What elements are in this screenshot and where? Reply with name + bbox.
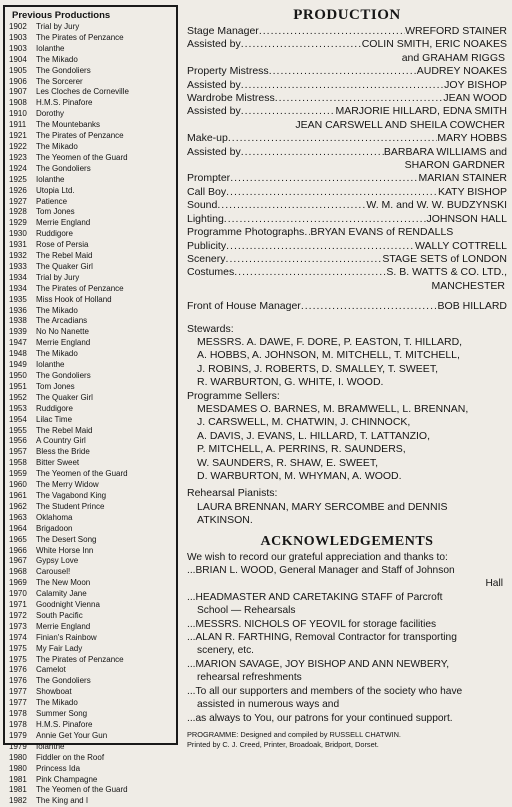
production-year: 1980	[9, 763, 27, 773]
acknowledgement-line: We wish to record our grateful appreciation and thanks to:	[187, 551, 448, 563]
production-year: 1978	[9, 720, 27, 729]
credit-assisted-wardrobe-cont: JEAN CARSWELL AND SHEILA COWCHER	[295, 118, 505, 131]
production-title-text: The Pirates of Penzance	[36, 283, 124, 293]
production-item	[9, 687, 174, 698]
production-year: 1934	[9, 283, 27, 293]
production-year: 1971	[9, 600, 27, 610]
production-item	[9, 327, 174, 338]
seller-line: J. CARSWELL, M. CHATWIN, J. CHINNOCK,	[197, 416, 411, 429]
credit-assisted-makeup-cont: SHARON GARDNER	[404, 159, 505, 172]
production-year: 1902	[9, 22, 27, 31]
production-title-text: Utopia Ltd.	[36, 185, 75, 195]
production-year: 1977	[9, 698, 27, 708]
production-item	[9, 426, 174, 437]
production-title-text: Lilac Time	[36, 414, 73, 424]
production-title-text: The Pirates of Penzance	[36, 654, 124, 664]
production-item	[9, 66, 174, 77]
production-item	[9, 655, 174, 666]
production-year: 1966	[9, 545, 27, 555]
production-title-text: Merrie England	[36, 621, 91, 631]
production-title-text: White Horse Inn	[36, 545, 94, 555]
previous-productions-list	[9, 22, 174, 807]
production-year: 1904	[9, 54, 27, 64]
production-item	[9, 98, 174, 109]
production-item	[9, 785, 174, 796]
production-title-text: Iolanthe	[36, 43, 65, 53]
production-year: 1938	[9, 316, 27, 326]
credit-assisted-stage: Assisted by ..... COLIN SMITH, ERIC NOAKES	[187, 38, 507, 51]
production-title-text: The Yeomen of the Guard	[36, 152, 128, 162]
production-item	[9, 164, 174, 175]
production-item	[9, 360, 174, 371]
seller-line: A. DAVIS, J. EVANS, L. HILLARD, T. LATTANZIO,	[197, 429, 431, 442]
production-item	[9, 109, 174, 120]
production-title-text: Miss Hook of Holland	[36, 294, 112, 304]
acknowledgement-line: assisted in numerous ways and	[197, 699, 340, 711]
previous-productions-title: Previous Productions	[12, 10, 111, 21]
credit-front-of-house: Front of House Manager ..... BOB HILLARD	[187, 300, 507, 313]
production-item	[9, 295, 174, 306]
credit-lighting: Lighting ..... JOHNSON HALL	[187, 213, 507, 226]
acknowledgement-line: scenery, etc.	[197, 645, 254, 657]
production-year: 1959	[9, 469, 27, 479]
stewards-list	[187, 336, 507, 390]
production-year: 1957	[9, 447, 27, 457]
credit-wardrobe-mistress: Wardrobe Mistress ..... JEAN WOOD	[187, 92, 507, 105]
seller-line: P. MITCHELL, A. PERRINS, R. SAUNDERS,	[197, 443, 406, 456]
production-item	[9, 436, 174, 447]
production-year: 1934	[9, 272, 27, 282]
production-item	[9, 33, 174, 44]
previous-productions-box	[3, 5, 178, 806]
production-item	[9, 753, 174, 764]
production-year: 1907	[9, 87, 27, 97]
production-title-text: Dorothy	[36, 109, 65, 119]
production-year: 1955	[9, 425, 27, 435]
production-year: 1947	[9, 338, 27, 348]
production-year: 1963	[9, 512, 27, 522]
acknowledgement-line: ...BRIAN L. WOOD, General Manager and Staff of Johnson	[187, 565, 455, 577]
production-item	[9, 698, 174, 709]
production-title-text: Showboat	[36, 687, 72, 697]
acknowledgement-line: School — Rehearsals	[197, 605, 296, 617]
acknowledgement-line: ...To all our supporters and members of the society who have	[187, 685, 463, 697]
credit-publicity: Publicity ..... WALLY COTTRELL	[187, 240, 507, 253]
credit-sound: Sound ..... W. M. and W. W. BUDZYNSKI	[187, 199, 507, 212]
production-item	[9, 382, 174, 393]
production-year: 1939	[9, 327, 27, 337]
production-year: 1906	[9, 76, 27, 86]
production-item	[9, 502, 174, 513]
production-item	[9, 720, 174, 731]
production-year: 1956	[9, 436, 27, 446]
production-item	[9, 393, 174, 404]
production-title-text: Tom Jones	[36, 381, 75, 391]
production-item	[9, 589, 174, 600]
production-year: 1975	[9, 643, 27, 653]
production-year: 1948	[9, 349, 27, 359]
production-item	[9, 240, 174, 251]
production-item	[9, 316, 174, 327]
production-year: 1964	[9, 523, 27, 533]
production-title-text: Tom Jones	[36, 207, 75, 217]
production-title-text: Iolanthe	[36, 174, 65, 184]
production-year: 1929	[9, 218, 27, 228]
production-title-text: The Rebel Maid	[36, 251, 93, 261]
production-title-text: Calamity Jane	[36, 589, 87, 599]
production-year: 1970	[9, 589, 27, 599]
credit-assisted-property: Assisted by ..... JOY BISHOP	[187, 79, 507, 92]
production-item	[9, 262, 174, 273]
credit-property-mistress: Property Mistress ..... AUDREY NOAKES	[187, 65, 507, 78]
acknowledgement-line: ...as always to You, our patrons for your continued support.	[187, 712, 453, 724]
production-title-text: H.M.S. Pinafore	[36, 720, 93, 729]
production-item	[9, 55, 174, 66]
production-title-text: The New Moon	[36, 578, 91, 588]
acknowledgement-line: rehearsal refreshments	[197, 672, 302, 684]
pianists-heading: Rehearsal Pianists:	[187, 487, 278, 500]
production-year: 1903	[9, 43, 27, 53]
production-item	[9, 491, 174, 502]
production-year: 1975	[9, 654, 27, 664]
production-year: 1954	[9, 414, 27, 424]
production-title-text: The Gondoliers	[36, 163, 91, 173]
production-title-text: Merrie England	[36, 218, 91, 228]
production-year: 1967	[9, 556, 27, 566]
pianists-list	[187, 501, 507, 528]
production-item	[9, 633, 174, 644]
production-title-text: The Desert Song	[36, 534, 97, 544]
credit-stage-manager: Stage Manager ..... WREFORD STAINER	[187, 25, 507, 38]
production-year: 1903	[9, 32, 27, 42]
credit-photographs: Programme Photographs ..... BRYAN EVANS of RENDALLS	[187, 226, 507, 239]
production-item	[9, 415, 174, 426]
production-year: 1931	[9, 240, 27, 250]
production-item	[9, 622, 174, 633]
production-year: 1965	[9, 534, 27, 544]
production-year: 1949	[9, 360, 27, 370]
production-title-text: Brigadoon	[36, 523, 73, 533]
production-title-text: The Vagabond King	[36, 490, 107, 500]
production-title-text: Bitter Sweet	[36, 458, 80, 468]
pianist-line: LAURA BRENNAN, MARY SERCOMBE and DENNIS	[197, 500, 448, 513]
seller-line: D. WARBURTON, M. WHYMAN, A. WOOD.	[197, 470, 402, 482]
production-item	[9, 22, 174, 33]
acknowledgement-line: Hall	[485, 578, 503, 590]
credit-costumes: Costumes ..... S. B. WATTS & CO. LTD.,	[187, 266, 507, 279]
production-item	[9, 284, 174, 295]
acknowledgement-line: ...MESSRS. NICHOLS OF YEOVIL for storage facilities	[187, 618, 437, 630]
production-title-text: Iolanthe	[36, 360, 65, 370]
production-title-text: H.M.S. Pinafore	[36, 98, 93, 108]
credit-makeup: Make-up ..... MARY HOBBS	[187, 132, 507, 145]
production-year: 1953	[9, 403, 27, 413]
acknowledgement-line: ...HEADMASTER AND CARETAKING STAFF of Parcroft	[187, 591, 443, 603]
credit-assisted-wardrobe: Assisted by ..... MARJORIE HILLARD, EDNA SMITH	[187, 105, 507, 118]
footer-designed-by: PROGRAMME: Designed and compiled by RUSSELL CHATWIN.	[187, 729, 401, 739]
sellers-list	[187, 403, 507, 483]
production-title-text: Patience	[36, 196, 68, 206]
production-title-text: The Sorcerer	[36, 76, 83, 86]
production-title-text: Summer Song	[36, 709, 88, 719]
production-title-text: My Fair Lady	[36, 643, 83, 653]
production-title-text: The Student Prince	[36, 501, 105, 511]
production-item	[9, 480, 174, 491]
production-year: 1928	[9, 207, 27, 217]
production-title-text: Ruddigore	[36, 229, 73, 239]
production-year: 1951	[9, 381, 27, 391]
production-title-text: The Merry Widow	[36, 480, 99, 490]
production-item	[9, 578, 174, 589]
production-title-text: The Mountebanks	[36, 120, 101, 130]
credit-assisted-makeup: Assisted by ..... BARBARA WILLIAMS and	[187, 146, 507, 159]
production-item	[9, 404, 174, 415]
production-year: 1962	[9, 501, 27, 511]
footer-printed-by: Printed by C. J. Creed, Printer, Broadoak, Bridport, Dorset.	[187, 739, 379, 749]
production-title-text: The Mikado	[36, 698, 78, 708]
production-year: 1977	[9, 687, 27, 697]
production-item	[9, 131, 174, 142]
production-title-text: The Gondoliers	[36, 65, 91, 75]
production-year: 1952	[9, 392, 27, 402]
steward-line: R. WARBURTON, G. WHITE, I. WOOD.	[197, 376, 384, 389]
production-item	[9, 731, 174, 742]
production-item	[9, 338, 174, 349]
production-item	[9, 218, 174, 229]
production-item	[9, 556, 174, 567]
production-title-text: The Mikado	[36, 305, 78, 315]
production-title-text: Princess Ida	[36, 763, 81, 773]
production-title-text: Iolanthe	[36, 741, 65, 751]
production-year: 1974	[9, 632, 27, 642]
production-item	[9, 796, 174, 807]
production-item	[9, 186, 174, 197]
production-year: 1910	[9, 109, 27, 119]
production-item	[9, 207, 174, 218]
production-item	[9, 175, 174, 186]
production-title-text: Carousel!	[36, 567, 71, 577]
production-title-text: Rose of Persia	[36, 240, 89, 250]
production-year: 1958	[9, 458, 27, 468]
production-title-text: The Rebel Maid	[36, 425, 93, 435]
production-title-text: The Arcadians	[36, 316, 88, 326]
production-year: 1922	[9, 141, 27, 151]
production-year: 1982	[9, 796, 27, 806]
production-year: 1950	[9, 371, 27, 380]
acknowledgement-line: ...MARION SAVAGE, JOY BISHOP AND ANN NEWBERY,	[187, 658, 450, 670]
production-item	[9, 513, 174, 524]
production-credits	[187, 6, 507, 750]
steward-line: MESSRS. A. DAWE, F. DORE, P. EASTON, T. HILLARD,	[197, 335, 463, 348]
production-year: 1981	[9, 785, 27, 795]
production-year: 1930	[9, 229, 27, 239]
production-title-text: The Yeomen of the Guard	[36, 469, 128, 479]
production-year: 1972	[9, 610, 27, 620]
production-year: 1911	[9, 120, 27, 130]
production-year: 1961	[9, 490, 27, 500]
production-item	[9, 251, 174, 262]
production-title-text: The Gondoliers	[36, 676, 91, 686]
production-year: 1923	[9, 152, 27, 162]
production-title-text: Ruddigore	[36, 403, 73, 413]
production-item	[9, 600, 174, 611]
production-title-text: The Mikado	[36, 349, 78, 359]
production-item	[9, 775, 174, 786]
production-year: 1979	[9, 741, 27, 751]
production-item	[9, 676, 174, 687]
production-title-text: Camelot	[36, 665, 66, 675]
production-title-text: Pink Champagne	[36, 774, 98, 784]
production-title-text: The Gondoliers	[36, 371, 91, 380]
production-title-text: The Quaker Girl	[36, 392, 93, 402]
production-title-text: Gypsy Love	[36, 556, 79, 566]
acknowledgements-list	[187, 551, 507, 725]
production-year: 1978	[9, 709, 27, 719]
production-title-text: Goodnight Vienna	[36, 600, 100, 610]
production-year: 1960	[9, 480, 27, 490]
acknowledgement-line: ...ALAN R. FARTHING, Removal Contractor for transporting	[187, 632, 457, 644]
production-item	[9, 371, 174, 382]
production-title-text: The Mikado	[36, 141, 78, 151]
production-title: PRODUCTION	[293, 7, 401, 23]
production-title-text: Les Cloches de Corneville	[36, 87, 129, 97]
production-year: 1981	[9, 774, 27, 784]
seller-line: MESDAMES O. BARNES, M. BRAMWELL, L. BRENNAN,	[197, 402, 469, 415]
production-title-text: South Pacific	[36, 610, 83, 620]
production-year: 1976	[9, 676, 27, 686]
production-item	[9, 229, 174, 240]
production-year: 1908	[9, 98, 27, 108]
production-year: 1968	[9, 567, 27, 577]
credit-assisted-stage-cont: and GRAHAM RIGGS	[401, 51, 505, 64]
production-title-text: Fiddler on the Roof	[36, 752, 105, 762]
credit-prompter: Prompter ..... MARIAN STAINER	[187, 172, 507, 185]
production-item	[9, 447, 174, 458]
production-item	[9, 197, 174, 208]
production-year: 1976	[9, 665, 27, 675]
production-item	[9, 611, 174, 622]
acknowledgements-title: ACKNOWLEDGEMENTS	[260, 533, 434, 549]
production-year: 1979	[9, 730, 27, 740]
pianist-line: ATKINSON.	[197, 514, 253, 527]
production-year: 1925	[9, 174, 27, 184]
seller-line: W. SAUNDERS, R. SHAW, E. SWEET,	[197, 456, 379, 469]
production-item	[9, 665, 174, 676]
production-title-text: The King and I	[36, 796, 89, 806]
production-year: 1973	[9, 621, 27, 631]
production-year: 1926	[9, 185, 27, 195]
production-year: 1936	[9, 305, 27, 315]
production-title-text: Bless the Bride	[36, 447, 90, 457]
production-item	[9, 546, 174, 557]
production-title-text: The Quaker Girl	[36, 261, 93, 271]
production-year: 1932	[9, 251, 27, 261]
production-item	[9, 709, 174, 720]
production-item	[9, 469, 174, 480]
production-item	[9, 524, 174, 535]
sellers-heading: Programme Sellers:	[187, 389, 280, 402]
production-title-text: Annie Get Your Gun	[36, 730, 108, 740]
credit-call-boy: Call Boy ..... KATY BISHOP	[187, 186, 507, 199]
production-year: 1924	[9, 163, 27, 173]
production-item	[9, 120, 174, 131]
production-item	[9, 567, 174, 578]
production-item	[9, 644, 174, 655]
production-item	[9, 44, 174, 55]
production-year: 1921	[9, 131, 27, 141]
production-title-text: The Yeomen of the Guard	[36, 785, 128, 795]
production-title-text: Oklahoma	[36, 512, 73, 522]
production-item	[9, 273, 174, 284]
production-title-text: Finian's Rainbow	[36, 632, 97, 642]
production-title-text: No No Nanette	[36, 327, 89, 337]
production-title-text: The Mikado	[36, 54, 78, 64]
production-year: 1905	[9, 65, 27, 75]
production-item	[9, 142, 174, 153]
production-item	[9, 87, 174, 98]
production-item	[9, 535, 174, 546]
production-year: 1933	[9, 261, 27, 271]
production-title-text: The Pirates of Penzance	[36, 131, 124, 141]
steward-line: J. ROBINS, J. ROBERTS, D. SMALLEY, T. SWEET,	[197, 362, 438, 375]
production-item	[9, 742, 174, 753]
production-item	[9, 349, 174, 360]
production-title-text: The Pirates of Penzance	[36, 32, 124, 42]
production-year: 1935	[9, 294, 27, 304]
production-title-text: Trial by Jury	[36, 272, 80, 282]
production-item	[9, 153, 174, 164]
stewards-heading: Stewards:	[187, 322, 234, 335]
production-title-text: Merrie England	[36, 338, 91, 348]
production-year: 1980	[9, 752, 27, 762]
credit-costumes-cont: MANCHESTER	[431, 279, 505, 292]
production-title-text: Trial by Jury	[36, 22, 80, 31]
production-year: 1969	[9, 578, 27, 588]
production-item	[9, 306, 174, 317]
steward-line: A. HOBBS, A. JOHNSON, M. MITCHELL, T. MITCHELL,	[197, 349, 460, 362]
production-item	[9, 458, 174, 469]
production-item	[9, 77, 174, 88]
production-item	[9, 764, 174, 775]
production-title-text: A Country Girl	[36, 436, 86, 446]
credit-scenery: Scenery ..... STAGE SETS of LONDON	[187, 253, 507, 266]
production-year: 1927	[9, 196, 27, 206]
